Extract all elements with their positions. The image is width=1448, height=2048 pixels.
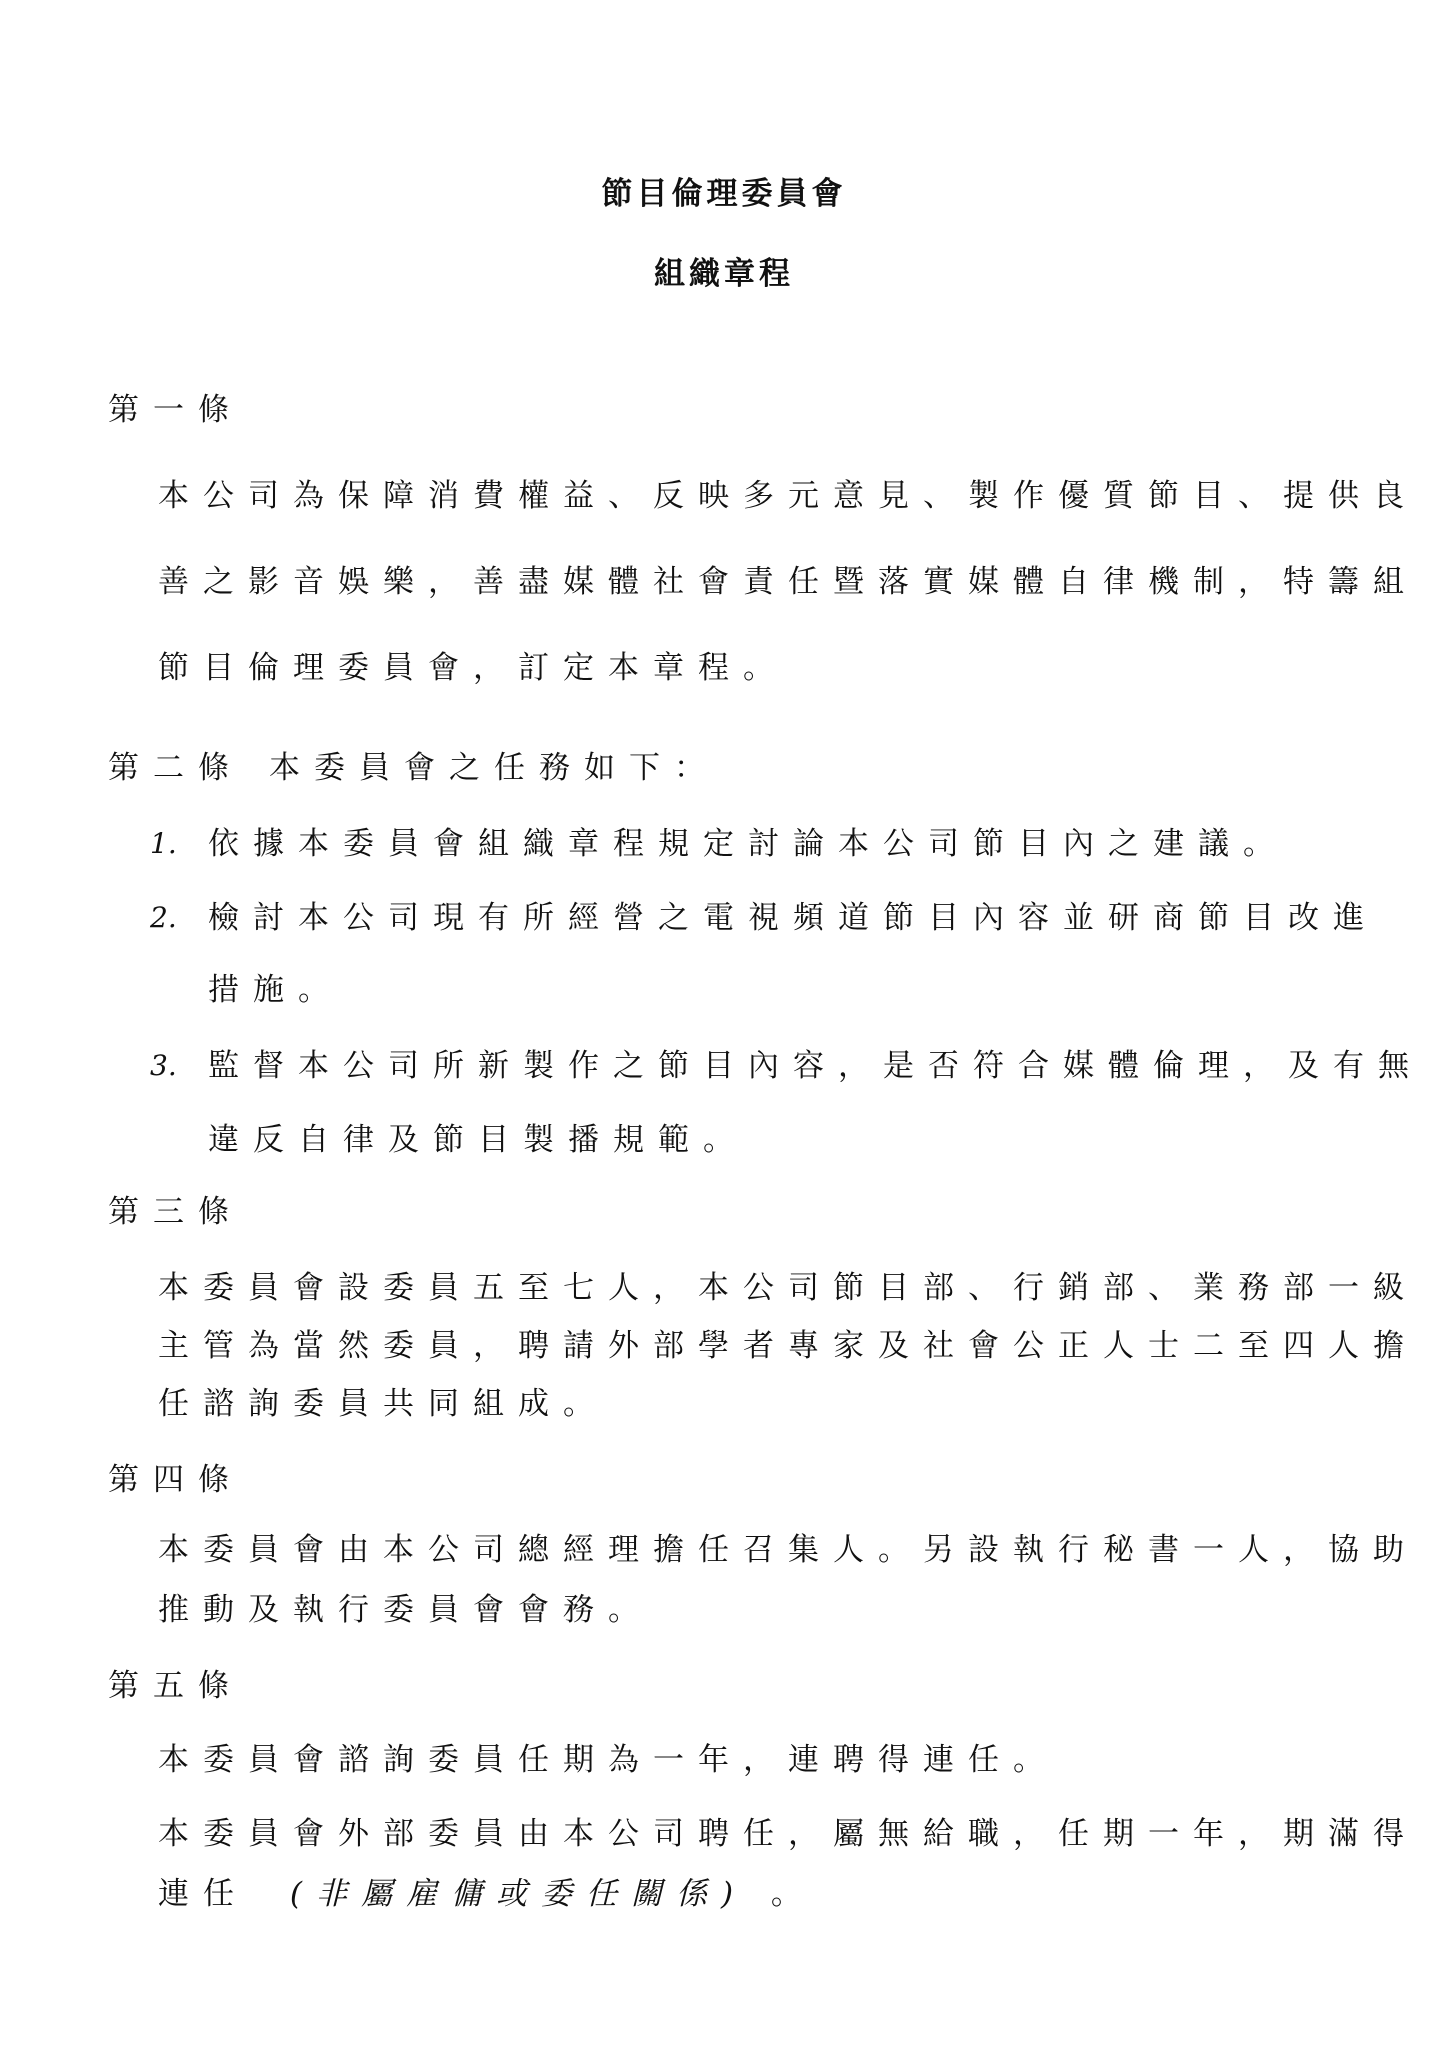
article-2-item-2-line-1: 檢討本公司現有所經營之電視頻道節目內容並研商節目改進	[208, 900, 1378, 936]
article-2-item-3-line-1: 監督本公司所新製作之節目內容，是否符合媒體倫理，及有無	[208, 1048, 1423, 1084]
article-2-item-2-number: 2.	[150, 901, 177, 934]
article-5-line-3	[158, 1874, 816, 1914]
article-1-line-2: 善之影音娛樂，善盡媒體社會責任暨落實媒體自律機制，特籌組	[158, 564, 1418, 600]
document-title: 節目倫理委員會	[601, 176, 847, 212]
article-5-heading: 第五條	[108, 1668, 243, 1704]
article-2-item-3-line-2: 違反自律及節目製播規範。	[208, 1122, 748, 1158]
article-4-line-2: 推動及執行委員會會務。	[158, 1592, 653, 1628]
article-1-line-3: 節目倫理委員會，訂定本章程。	[158, 650, 788, 686]
article-5-parenthetical: (非屬雇傭或委任關係)	[289, 1876, 748, 1912]
document-subtitle: 組織章程	[654, 256, 794, 292]
article-2-heading: 第二條	[108, 750, 243, 786]
article-2-item-3-number: 3.	[150, 1049, 177, 1082]
article-5-line-1: 本委員會諮詢委員任期為一年，連聘得連任。	[158, 1742, 1058, 1778]
article-2-item-1-number: 1.	[150, 827, 177, 860]
article-1-heading: 第一條	[108, 392, 243, 428]
article-3-line-3: 任諮詢委員共同組成。	[158, 1386, 608, 1422]
article-2-intro: 本委員會之任務如下：	[269, 750, 719, 786]
article-1-line-1: 本公司為保障消費權益、反映多元意見、製作優質節目、提供良	[158, 478, 1418, 514]
article-4-heading: 第四條	[108, 1462, 243, 1498]
article-5-line-2: 本委員會外部委員由本公司聘任，屬無給職，任期一年，期滿得	[158, 1816, 1418, 1852]
article-2-item-1-line-1: 依據本委員會組織章程規定討論本公司節目內之建議。	[208, 826, 1288, 862]
article-2-heading-row	[108, 748, 719, 788]
article-3-line-1: 本委員會設委員五至七人，本公司節目部、行銷部、業務部一級	[158, 1270, 1418, 1306]
article-5-line-3-suffix: 。	[770, 1876, 816, 1912]
article-3-heading: 第三條	[108, 1194, 243, 1230]
article-3-line-2: 主管為當然委員，聘請外部學者專家及社會公正人士二至四人擔	[158, 1328, 1418, 1364]
article-2-item-2-line-2: 措施。	[208, 972, 343, 1008]
article-5-line-3-prefix: 連任	[158, 1876, 248, 1912]
article-4-line-1: 本委員會由本公司總經理擔任召集人。另設執行秘書一人，協助	[158, 1532, 1418, 1568]
